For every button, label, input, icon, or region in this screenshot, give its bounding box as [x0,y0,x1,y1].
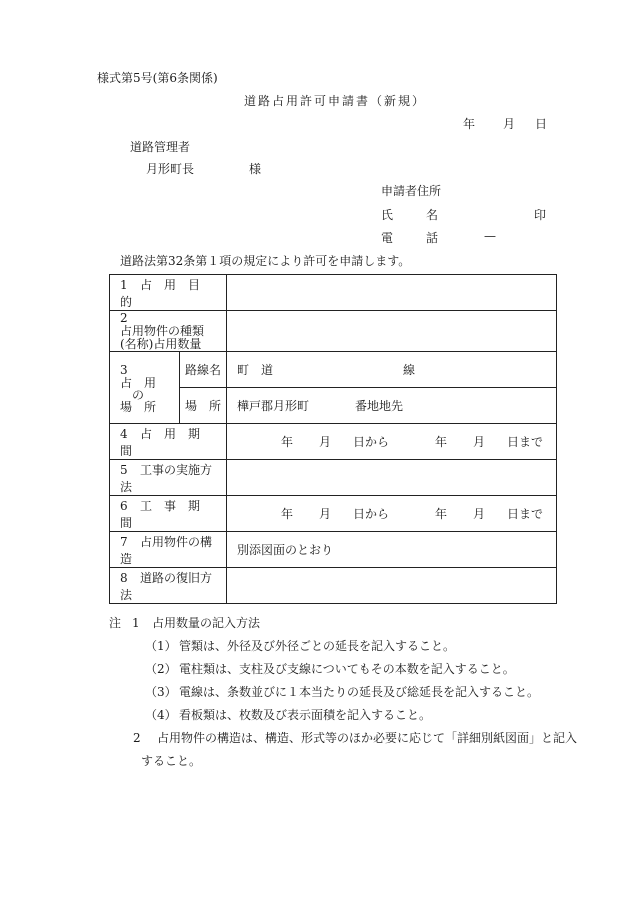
construction-method-field[interactable] [227,460,557,496]
note-2-continuation: すること。 [141,754,202,768]
note-sub-item: （2） 電柱類は、支柱及び支線についてもその本数を記入すること。 [145,662,515,676]
date-month-label: 月 [503,117,516,131]
name-label-1: 氏 [381,208,394,222]
date-year-label: 年 [463,117,476,131]
row-label-purpose: 1 占 用 目 的 [110,275,227,311]
table-row [110,568,557,604]
notes-prefix: 注 [109,616,122,630]
note-sub-item: （1） 管類は、外径及び外径ごとの延長を記入すること。 [145,639,456,653]
object-type-field[interactable] [227,311,557,352]
occupancy-period-field[interactable]: 年 月 日から 年 月 日まで [227,424,557,460]
row-label-restoration: 8 道路の復旧方法 [110,568,227,604]
addressee [146,160,262,177]
notes-section [109,612,578,773]
restoration-field[interactable] [227,568,557,604]
addressee-name: 月形町長 [146,162,195,176]
table-row [110,275,557,311]
honorific: 様 [249,162,262,176]
purpose-field[interactable] [227,275,557,311]
construction-period-field[interactable]: 年 月 日から 年 月 日まで [227,496,557,532]
name-label-2: 名 [426,208,439,222]
date-line [463,115,547,132]
table-row [110,532,557,568]
application-table [109,274,557,604]
row-label-construction-method: 5 工事の実施方法 [110,460,227,496]
row-label-construction-period: 6 工 事 期 間 [110,496,227,532]
route-name-label: 路線名 [180,352,227,388]
road-administrator: 道路管理者 [130,140,191,154]
note-1-title: 占用数量の記入方法 [152,616,261,630]
form-number: 様式第5号(第6条関係) [97,71,218,85]
location-field[interactable]: 樺戸郡月形町 番地地先 [227,388,557,424]
structure-field[interactable]: 別添図面のとおり [227,532,557,568]
seal-mark: 印 [534,208,547,222]
note-2: 2 占用物件の構造は、構造、形式等のほか必要に応じて「詳細別紙図面」と記入 [133,731,578,745]
note-1: 注 1 占用数量の記入方法 [109,612,121,635]
phone-label-2: 話 [426,231,439,245]
phone-label-1: 電 [381,231,394,245]
intro-statement: 道路法第32条第１項の規定により許可を申請します。 [120,254,411,268]
date-day-label: 日 [535,117,548,131]
note-sub-item: （4） 看板類は、枚数及び表示面積を記入すること。 [145,708,432,722]
document-title: 道路占用許可申請書（新規） [244,94,427,108]
table-row [110,460,557,496]
applicant-address-label: 申請者住所 [381,184,442,198]
table-row [110,311,557,352]
applicant-phone-line [381,229,496,246]
table-row [110,496,557,532]
row-label-object-type: 2占用物件の種類 (名称)占用数量 [110,311,227,352]
phone-dash: — [484,229,496,243]
table-row [110,352,557,388]
location-label: 場 所 [180,388,227,424]
route-name-field[interactable]: 町 道 線 [227,352,557,388]
note-sub-item: （3） 電線は、条数並びに１本当たりの延長及び総延長を記入すること。 [145,685,540,699]
row-label-place: 3占 用 の 場 所 [110,352,180,424]
row-label-structure: 7 占用物件の構造 [110,532,227,568]
row-label-occupancy-period: 4 占 用 期 間 [110,424,227,460]
applicant-name-line [381,206,547,223]
table-row [110,424,557,460]
